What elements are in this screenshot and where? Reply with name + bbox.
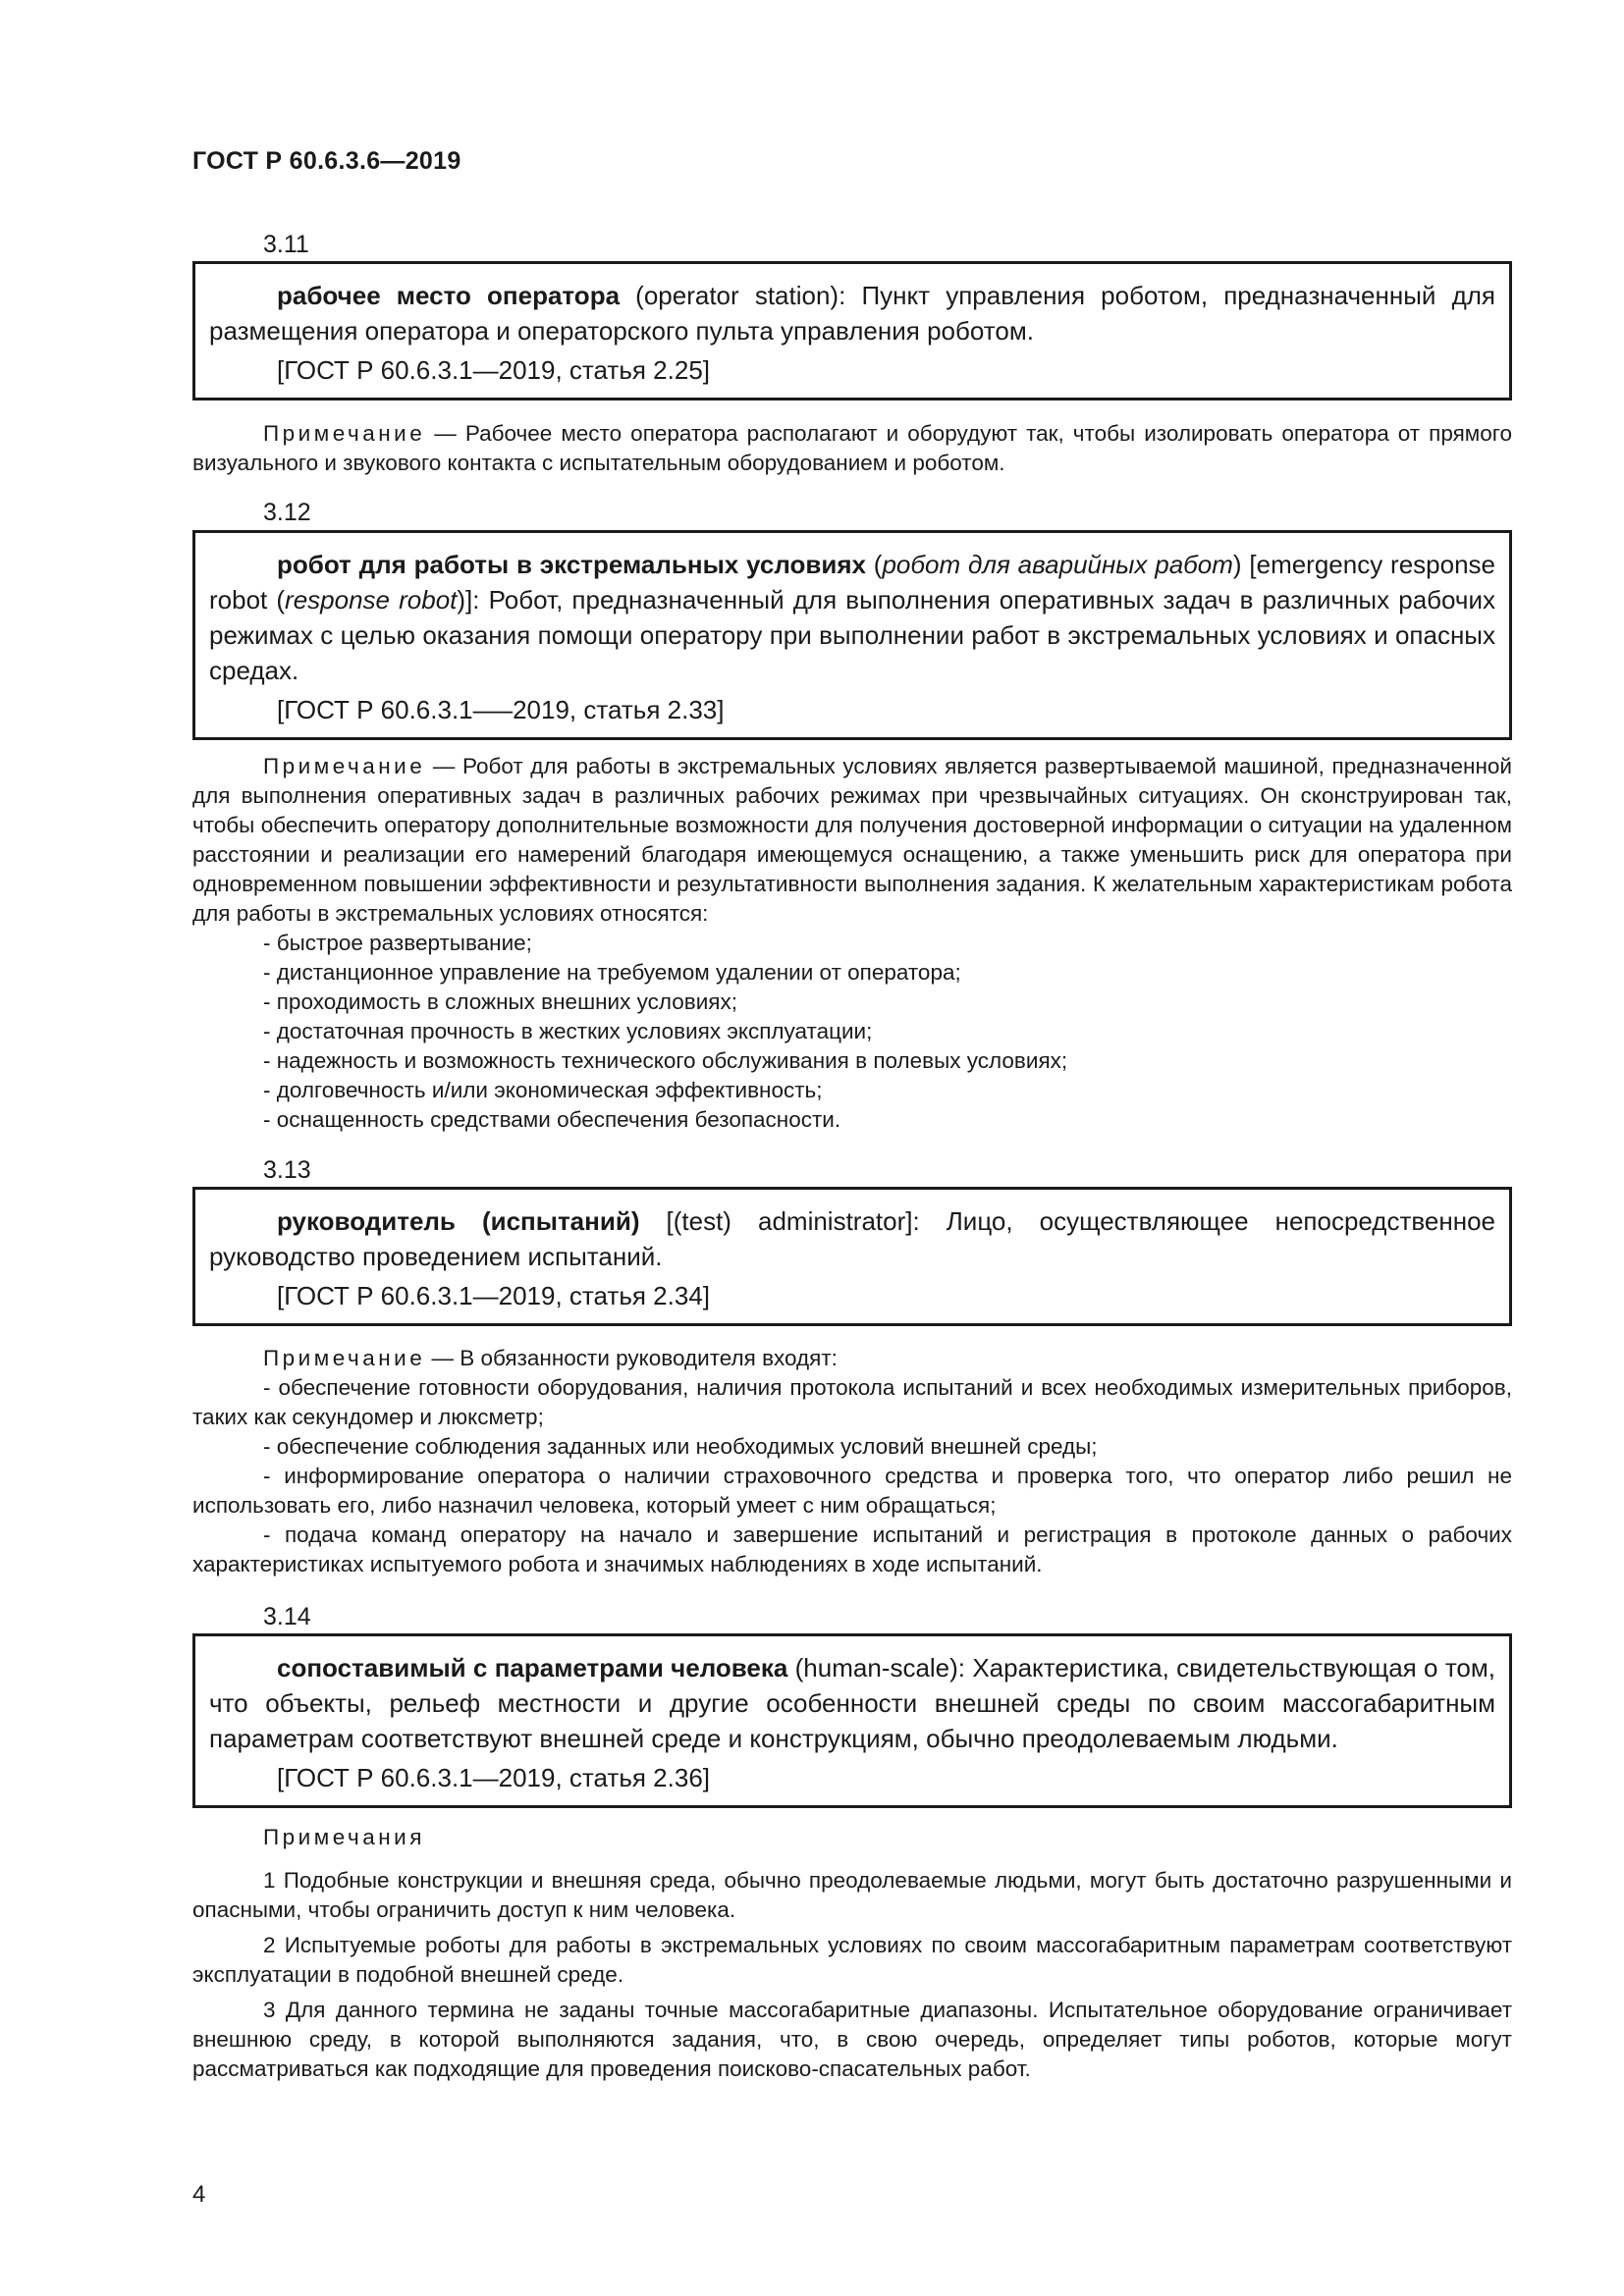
note: Примечание — Робот для работы в экстремальных условиях является развертываемой машиной, предназначенной для выполнения оперативных задач в различных рабочих режимах при чрезвычайных ситуациях. Он сконструирован так, чтобы обеспечить оператору дополнительные возможности для получения достоверной информации о ситуации на удаленном расстоянии и реализации его намерений благодаря имеющемуся оснащению, а также уменьшить риск для оператора при одновременном повышении эффективности и результативности выполнения задания. К желательным характеристикам робота для работы в экстремальных условиях относятся: - быстрое развертывание; - дистанционное управление на требуемом удалении от оператора; - проходимость в сложных внешних условиях; - достаточная прочность в жестких условиях эксплуатации; - надежность и возможность технического обслуживания в полевых условиях; - долговечность и/или экономическая эффективность; - оснащенность средствами обеспечения безопасности. <box>192 752 1512 1135</box>
clause-number: 3.11 <box>263 231 309 258</box>
clause-number: 3.14 <box>263 1603 311 1630</box>
note-item: 3 Для данного термина не заданы точные массогабаритные диапазоны. Испытательное оборудование ограничивает внешнюю среду, в которой выполняются задания, что, в свою очередь, определяет типы роботов, которые могут рассматриваться как подходящие для проведения поисково-спасательных работ. <box>192 1998 1512 2081</box>
note-label: Примечание <box>263 1346 426 1370</box>
term: сопоставимый с параметрами человека <box>277 1653 788 1682</box>
notes <box>192 1823 1512 2084</box>
term-definition: сопоставимый с параметрами человека (human-scale): Характеристика, свидетельствующая о том, что объекты, рельеф местности и другие особенности внешней среды по своим массогабаритным параметрам соответствуют внешней среде и конструкциям, обычно преодолеваемым людьми. <box>209 1653 1495 1753</box>
list-item: - надежность и возможность технического обслуживания в полевых условиях; <box>263 1048 1068 1073</box>
note-label: Примечание <box>263 421 426 446</box>
notes-label: Примечания <box>263 1825 425 1849</box>
list-item: - обеспечение соблюдения заданных или необходимых условий внешней среды; <box>263 1434 1098 1459</box>
list-item: - обеспечение готовности оборудования, наличия протокола испытаний и всех необходимых измерительных приборов, таких как секундомер и люксметр; <box>192 1375 1512 1429</box>
list-item: - подача команд оператору на начало и завершение испытаний и регистрация в протоколе данных о рабочих характеристиках испытуемого робота и значимых наблюдениях в ходе испытаний. <box>192 1522 1512 1576</box>
note-item: 1 Подобные конструкции и внешняя среда, обычно преодолеваемые людьми, могут быть достаточно разрушенными и опасными, чтобы ограничить доступ к ним человека. <box>192 1868 1512 1922</box>
term: робот для работы в экстремальных условиях <box>277 550 866 579</box>
term-box <box>192 1187 1512 1326</box>
note: Примечание — В обязанности руководителя входят: - обеспечение готовности оборудования, наличия протокола испытаний и всех необходимых измерительных приборов, таких как секундомер и люксметр; - обеспечение соблюдения заданных или необходимых условий внешней среды; - информирование оператора о наличии страховочного средства и проверка того, что оператор либо решил не использовать его, либо назначил человека, который умеет с ним обращаться; - подача команд оператору на начало и завершение испытаний и регистрация в протоколе данных о рабочих характеристиках испытуемого робота и значимых наблюдениях в ходе испытаний. <box>192 1344 1512 1579</box>
list-item: - проходимость в сложных внешних условиях; <box>263 989 737 1014</box>
term-source: [ГОСТ Р 60.6.3.1—–2019, статья 2.33] <box>277 695 725 724</box>
term-box <box>192 261 1512 400</box>
term-source: [ГОСТ Р 60.6.3.1—2019, статья 2.25] <box>277 355 710 385</box>
page-header: ГОСТ Р 60.6.3.6—2019 <box>192 147 461 175</box>
note-label: Примечание <box>263 754 426 778</box>
list-item: - быстрое развертывание; <box>263 931 532 955</box>
term-source: [ГОСТ Р 60.6.3.1—2019, статья 2.34] <box>277 1281 710 1310</box>
list-item: - дистанционное управление на требуемом удалении от оператора; <box>263 960 961 985</box>
note: Примечание — Рабочее место оператора располагают и оборудуют так, чтобы изолировать оператора от прямого визуального и звукового контакта с испытательным оборудованием и роботом. <box>192 421 1512 475</box>
characteristics-list <box>192 929 1512 1135</box>
term-box <box>192 530 1512 740</box>
list-item: - достаточная прочность в жестких условиях эксплуатации; <box>263 1019 873 1043</box>
term-definition: рабочее место оператора (operator station): Пункт управления роботом, предназначенный для размещения оператора и операторского пульта управления роботом. <box>209 281 1495 346</box>
note-item: 2 Испытуемые роботы для работы в экстремальных условиях по своим массогабаритным параметрам соответствуют эксплуатации в подобной внешней среде. <box>192 1933 1512 1987</box>
list-item: - информирование оператора о наличии страховочного средства и проверка того, что оператор либо решил не использовать его, либо назначил человека, который умеет с ним обращаться; <box>192 1464 1512 1518</box>
list-item: - долговечность и/или экономическая эффективность; <box>263 1078 823 1102</box>
term: руководитель (испытаний) <box>277 1206 640 1236</box>
clause-number: 3.12 <box>263 499 311 526</box>
term-source: [ГОСТ Р 60.6.3.1—2019, статья 2.36] <box>277 1763 710 1792</box>
term-definition: робот для работы в экстремальных условиях (робот для аварийных работ) [emergency response robot (response robot)]: Робот, предназначенный для выполнения оперативных задач в различных рабочих режимах с целью оказания помощи оператору при выполнении работ в экстремальных условиях и опасных средах. <box>209 550 1496 685</box>
list-item: - оснащенность средствами обеспечения безопасности. <box>263 1107 841 1132</box>
term-box <box>192 1633 1512 1808</box>
term: рабочее место оператора <box>277 281 621 310</box>
page-number: 4 <box>192 2181 206 2208</box>
clause-number: 3.13 <box>263 1156 311 1184</box>
term-definition: руководитель (испытаний) [(test) administrator]: Лицо, осуществляющее непосредственное руководство проведением испытаний. <box>209 1206 1495 1271</box>
